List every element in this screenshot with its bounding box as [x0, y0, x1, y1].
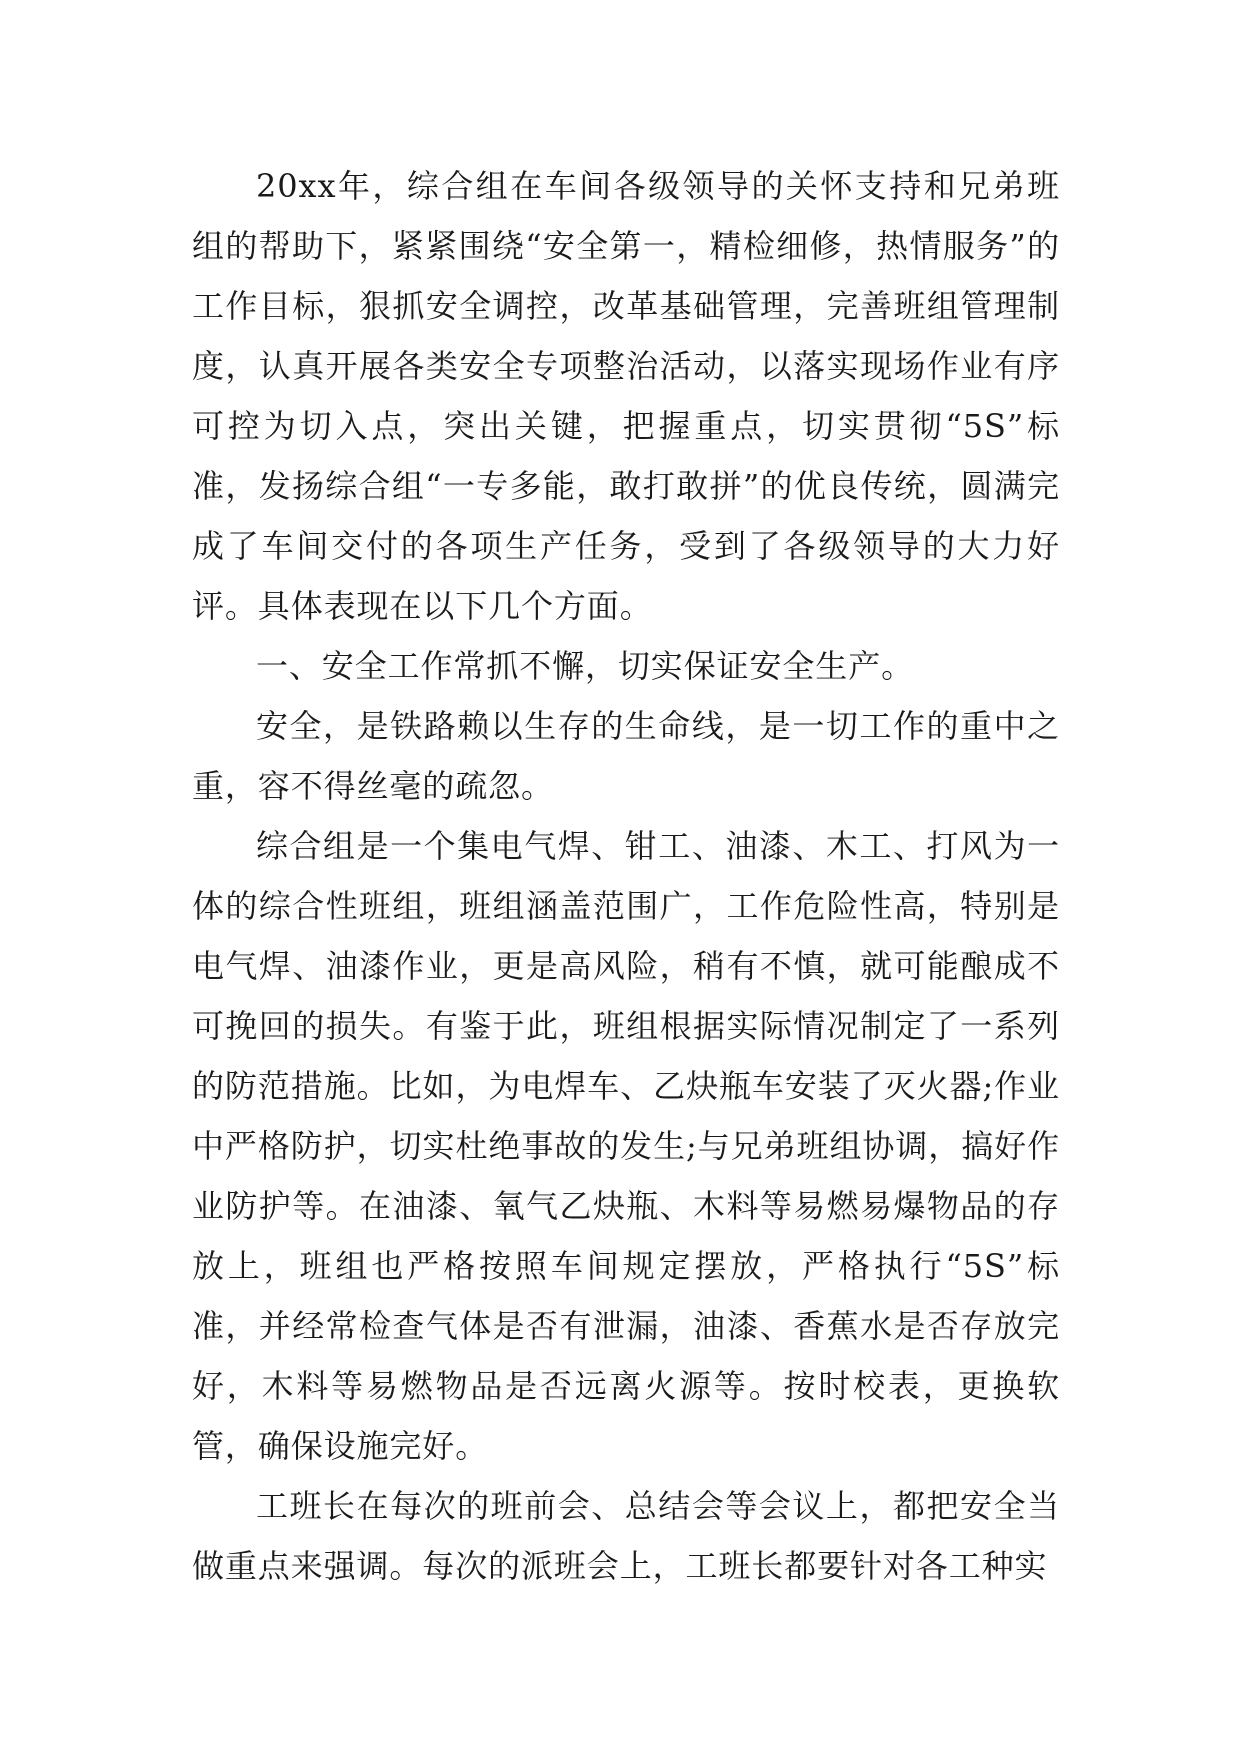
document-body	[192, 156, 1060, 1596]
paragraph-intro: 20xx年，综合组在车间各级领导的关怀支持和兄弟班组的帮助下，紧紧围绕“安全第一，精检细修，热情服务”的工作目标，狠抓安全调控，改革基础管理，完善班组管理制度，认真开展各类安全专项整治活动，以落实现场作业有序可控为切入点，突出关键，把握重点，切实贯彻“5S”标准，发扬综合组“一专多能，敢打敢拼”的优良传统，圆满完成了车间交付的各项生产任务，受到了各级领导的大力好评。具体表现在以下几个方面。	[192, 167, 1060, 625]
paragraph-safety-lifeline: 安全，是铁路赖以生存的生命线，是一切工作的重中之重，容不得丝毫的疏忽。	[192, 707, 1060, 805]
section-heading-safety: 一、安全工作常抓不懈，切实保证安全生产。	[256, 647, 915, 685]
paragraph-team-measures: 综合组是一个集电气焊、钳工、油漆、木工、打风为一体的综合性班组，班组涵盖范围广，工作危险性高，特别是电气焊、油漆作业，更是高风险，稍有不慎，就可能酿成不可挽回的损失。有鉴于此，班组根据实际情况制定了一系列的防范措施。比如，为电焊车、乙炔瓶车安装了灭火器;作业中严格防护，切实杜绝事故的发生;与兄弟班组协调，搞好作业防护等。在油漆、氧气乙炔瓶、木料等易燃易爆物品的存放上，班组也严格按照车间规定摆放，严格执行“5S”标准，并经常检查气体是否有泄漏，油漆、香蕉水是否存放完好，木料等易燃物品是否远离火源等。按时校表，更换软管，确保设施完好。	[192, 827, 1060, 1465]
paragraph-team-leader: 工班长在每次的班前会、总结会等会议上，都把安全当做重点来强调。每次的派班会上，工班长都要针对各工种实	[192, 1487, 1060, 1585]
